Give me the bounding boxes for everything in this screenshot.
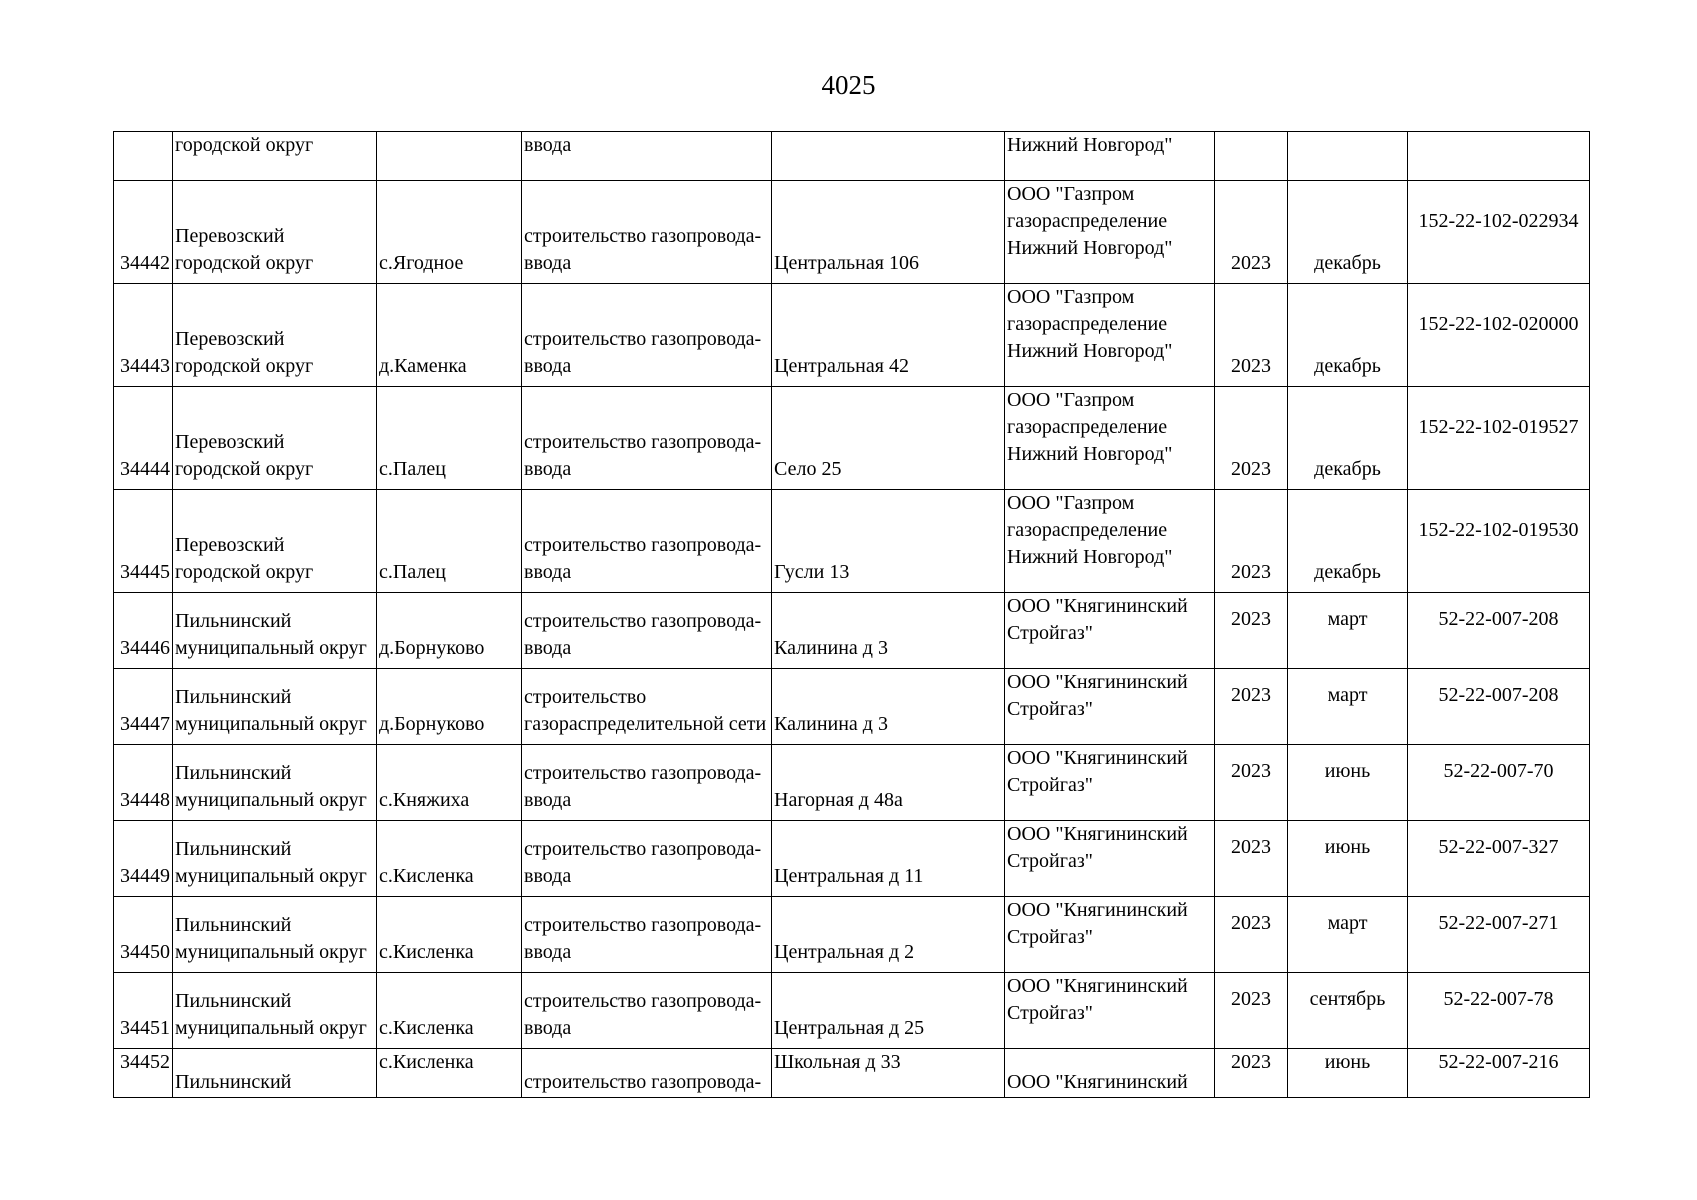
cell-organization: ООО "Княгининский Стройгаз" — [1005, 593, 1215, 669]
cell-organization: ООО "Газпром газораспределение Нижний Новгород" — [1005, 387, 1215, 490]
cell-address: Школьная д 33 — [772, 1049, 1005, 1098]
cell-month: июнь — [1288, 1049, 1408, 1098]
cell-organization: ООО "Княгининский Стройгаз" — [1005, 745, 1215, 821]
cell-work-type: строительство газораспределительной сети — [522, 669, 772, 745]
cell-organization: ООО "Княгининский Стройгаз" — [1005, 897, 1215, 973]
cell-month: март — [1288, 593, 1408, 669]
cell-month: июнь — [1288, 745, 1408, 821]
cell-code: 152-22-102-022934 — [1408, 181, 1590, 284]
cell-work-type: строительство газопровода- ввода — [522, 181, 772, 284]
cell-locality: с.Ягодное — [377, 181, 522, 284]
cell-number: 34451 — [114, 973, 173, 1049]
cell-address: Гусли 13 — [772, 490, 1005, 593]
cell-locality: с.Палец — [377, 387, 522, 490]
table-row — [114, 821, 1590, 897]
cell-number: 34444 — [114, 387, 173, 490]
cell-district: городской округ — [173, 132, 377, 181]
table-row — [114, 284, 1590, 387]
cell-locality: с.Кисленка — [377, 897, 522, 973]
cell-code: 152-22-102-019527 — [1408, 387, 1590, 490]
cell-address: Центральная д 25 — [772, 973, 1005, 1049]
table-row — [114, 387, 1590, 490]
page-number: 4025 — [821, 70, 876, 100]
cell-year — [1215, 132, 1288, 181]
table-row — [114, 669, 1590, 745]
cell-organization: ООО "Газпром газораспределение Нижний Новгород" — [1005, 284, 1215, 387]
cell-locality: с.Княжиха — [377, 745, 522, 821]
cell-address — [772, 132, 1005, 181]
cell-locality: с.Кисленка — [377, 821, 522, 897]
table-row — [114, 745, 1590, 821]
cell-code: 52-22-007-78 — [1408, 973, 1590, 1049]
cell-locality — [377, 132, 522, 181]
cell-locality: с.Кисленка — [377, 1049, 522, 1098]
cell-work-type: строительство газопровода- — [522, 1049, 772, 1098]
cell-year: 2023 — [1215, 1049, 1288, 1098]
cell-work-type: строительство газопровода- ввода — [522, 897, 772, 973]
cell-number: 34448 — [114, 745, 173, 821]
cell-year: 2023 — [1215, 593, 1288, 669]
cell-district: Перевозский городской округ — [173, 490, 377, 593]
cell-address: Центральная 42 — [772, 284, 1005, 387]
cell-locality: с.Палец — [377, 490, 522, 593]
cell-work-type: строительство газопровода- ввода — [522, 490, 772, 593]
cell-code: 152-22-102-019530 — [1408, 490, 1590, 593]
cell-work-type: строительство газопровода- ввода — [522, 973, 772, 1049]
cell-district: Перевозский городской округ — [173, 284, 377, 387]
gas-connection-registry-table — [113, 131, 1590, 1098]
table-row — [114, 490, 1590, 593]
cell-address: Калинина д 3 — [772, 593, 1005, 669]
cell-organization: ООО "Княгининский — [1005, 1049, 1215, 1098]
cell-address: Нагорная д 48а — [772, 745, 1005, 821]
table-row — [114, 181, 1590, 284]
cell-organization: ООО "Княгининский Стройгаз" — [1005, 973, 1215, 1049]
cell-locality: д.Каменка — [377, 284, 522, 387]
table-row — [114, 593, 1590, 669]
cell-number: 34450 — [114, 897, 173, 973]
table-row — [114, 897, 1590, 973]
cell-year: 2023 — [1215, 284, 1288, 387]
cell-district: Пильнинский муниципальный округ — [173, 973, 377, 1049]
cell-year: 2023 — [1215, 745, 1288, 821]
table-row — [114, 1049, 1590, 1098]
table-row — [114, 132, 1590, 181]
cell-month: декабрь — [1288, 284, 1408, 387]
cell-locality: д.Борнуково — [377, 593, 522, 669]
cell-month: сентябрь — [1288, 973, 1408, 1049]
cell-address: Село 25 — [772, 387, 1005, 490]
cell-district: Пильнинский муниципальный округ — [173, 593, 377, 669]
cell-address: Центральная д 2 — [772, 897, 1005, 973]
cell-work-type: строительство газопровода- ввода — [522, 745, 772, 821]
cell-organization: ООО "Газпром газораспределение Нижний Новгород" — [1005, 181, 1215, 284]
cell-month: декабрь — [1288, 181, 1408, 284]
cell-code: 52-22-007-327 — [1408, 821, 1590, 897]
cell-code — [1408, 132, 1590, 181]
cell-district: Пильнинский муниципальный округ — [173, 821, 377, 897]
cell-locality: д.Борнуково — [377, 669, 522, 745]
cell-address: Центральная д 11 — [772, 821, 1005, 897]
cell-number: 34446 — [114, 593, 173, 669]
cell-address: Центральная 106 — [772, 181, 1005, 284]
cell-month: март — [1288, 897, 1408, 973]
cell-district: Пильнинский муниципальный округ — [173, 669, 377, 745]
cell-organization: ООО "Княгининский Стройгаз" — [1005, 821, 1215, 897]
table-row — [114, 973, 1590, 1049]
cell-work-type: строительство газопровода- ввода — [522, 821, 772, 897]
cell-district: Пильнинский муниципальный округ — [173, 897, 377, 973]
cell-month: декабрь — [1288, 387, 1408, 490]
cell-district: Пильнинский — [173, 1049, 377, 1098]
cell-work-type: строительство газопровода- ввода — [522, 593, 772, 669]
cell-year: 2023 — [1215, 387, 1288, 490]
cell-number: 34449 — [114, 821, 173, 897]
cell-district: Перевозский городской округ — [173, 387, 377, 490]
cell-number — [114, 132, 173, 181]
cell-number: 34445 — [114, 490, 173, 593]
cell-number: 34443 — [114, 284, 173, 387]
cell-year: 2023 — [1215, 973, 1288, 1049]
cell-work-type: строительство газопровода- ввода — [522, 284, 772, 387]
cell-address: Калинина д 3 — [772, 669, 1005, 745]
cell-month: декабрь — [1288, 490, 1408, 593]
cell-number: 34452 — [114, 1049, 173, 1098]
cell-organization: Нижний Новгород" — [1005, 132, 1215, 181]
cell-year: 2023 — [1215, 821, 1288, 897]
cell-organization: ООО "Княгининский Стройгаз" — [1005, 669, 1215, 745]
cell-code: 52-22-007-271 — [1408, 897, 1590, 973]
cell-number: 34442 — [114, 181, 173, 284]
cell-year: 2023 — [1215, 490, 1288, 593]
cell-district: Перевозский городской округ — [173, 181, 377, 284]
cell-month: март — [1288, 669, 1408, 745]
cell-month: июнь — [1288, 821, 1408, 897]
cell-code: 52-22-007-70 — [1408, 745, 1590, 821]
cell-year: 2023 — [1215, 897, 1288, 973]
cell-work-type: строительство газопровода- ввода — [522, 387, 772, 490]
cell-number: 34447 — [114, 669, 173, 745]
cell-year: 2023 — [1215, 669, 1288, 745]
cell-code: 152-22-102-020000 — [1408, 284, 1590, 387]
cell-code: 52-22-007-216 — [1408, 1049, 1590, 1098]
cell-work-type: ввода — [522, 132, 772, 181]
cell-year: 2023 — [1215, 181, 1288, 284]
cell-month — [1288, 132, 1408, 181]
cell-code: 52-22-007-208 — [1408, 669, 1590, 745]
cell-organization: ООО "Газпром газораспределение Нижний Новгород" — [1005, 490, 1215, 593]
cell-code: 52-22-007-208 — [1408, 593, 1590, 669]
cell-district: Пильнинский муниципальный округ — [173, 745, 377, 821]
cell-locality: с.Кисленка — [377, 973, 522, 1049]
